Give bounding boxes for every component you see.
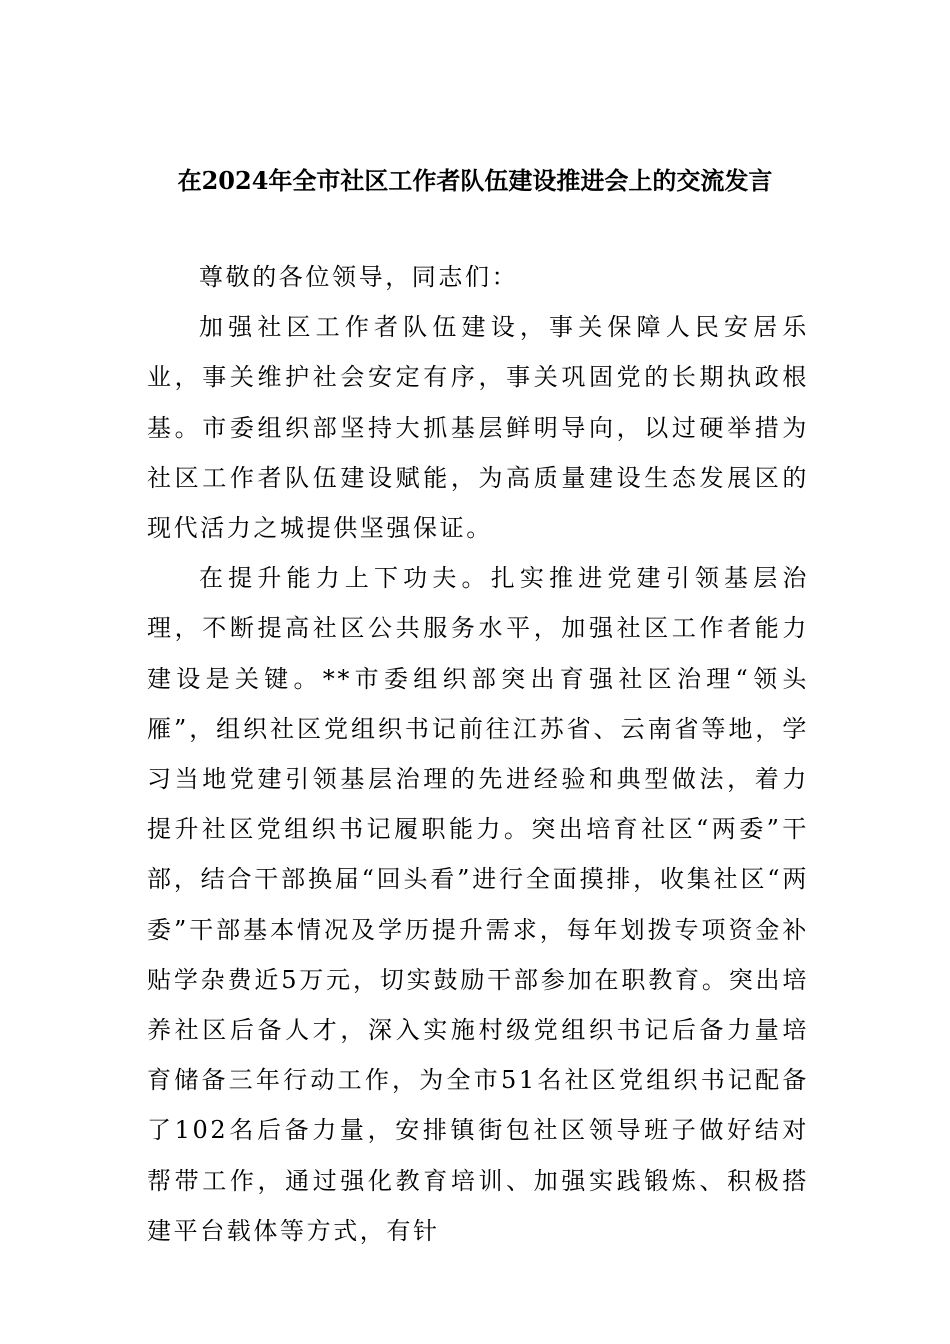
paragraph-intro: 加强社区工作者队伍建设，事关保障人民安居乐业，事关维护社会安定有序，事关巩固党的长期执政根基。市委组织部坚持大抓基层鲜明导向，以过硬举措为社区工作者队伍建设赋能，为高质量建设生态发展区的现代活力之城提供坚强保证。 xyxy=(147,313,809,543)
document-title: 在2024年全市社区工作者队伍建设推进会上的交流发言 xyxy=(177,166,773,195)
salutation: 尊敬的各位领导，同志们： xyxy=(199,263,519,291)
paragraph-capability: 在提升能力上下功夫。扎实推进党建引领基层治理，不断提高社区公共服务水平，加强社区工作者能力建设是关键。**市委组织部突出育强社区治理“领头雁”，组织社区党组织书记前往江苏省、云南省等地，学习当地党建引领基层治理的先进经验和典型做法，着力提升社区党组织书记履职能力。突出培育社区“两委”干部，结合干部换届“回头看”进行全面摸排，收集社区“两委”干部基本情况及学历提升需求，每年划拨专项资金补贴学杂费近5万元，切实鼓励干部参加在职教育。突出培养社区后备人才，深入实施村级党组织书记后备力量培育储备三年行动工作，为全市51名社区党组织书记配备了102名后备力量，安排镇街包社区领导班子做好结对帮带工作，通过强化教育培训、加强实践锻炼、积极搭建平台载体等方式，有针 xyxy=(147,564,809,1245)
document-body xyxy=(147,252,809,1256)
